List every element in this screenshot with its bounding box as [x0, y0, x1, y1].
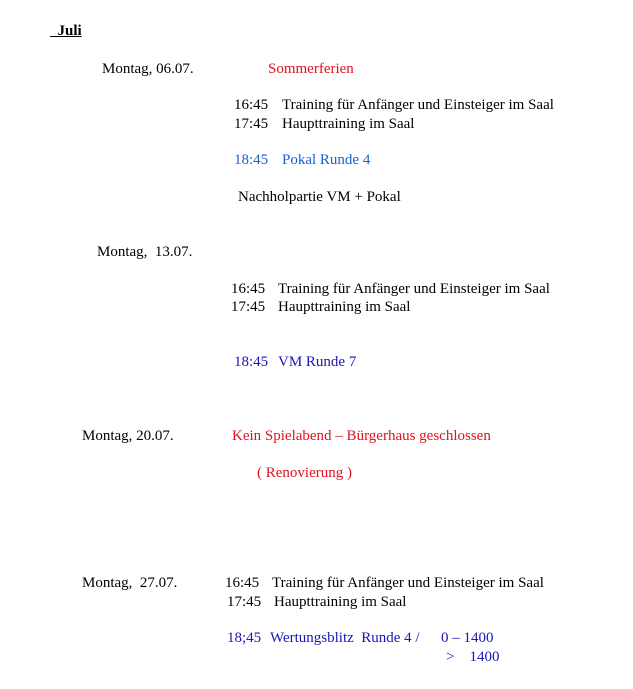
entry-date: Montag, 27.07.: [82, 575, 178, 591]
rating-range-low: 0 – 1400: [441, 630, 494, 646]
event-text: Training für Anfänger und Einsteiger im Saal: [272, 575, 544, 591]
event-text: Training für Anfänger und Einsteiger im Saal: [282, 97, 554, 113]
entry-date: Montag, 06.07.: [102, 61, 194, 77]
closure-note: Kein Spielabend – Bürgerhaus geschlossen: [232, 428, 491, 444]
extra-note: Nachholpartie VM + Pokal: [238, 189, 401, 205]
rating-range-high: > 1400: [446, 649, 500, 665]
time: 17:45: [227, 594, 262, 610]
event-text: Haupttraining im Saal: [282, 116, 415, 132]
closure-reason: ( Renovierung ): [257, 465, 352, 481]
highlight-text: VM Runde 7: [278, 354, 357, 370]
event-text: Haupttraining im Saal: [274, 594, 407, 610]
highlight-time: 18;45: [227, 630, 262, 646]
time: 16:45: [225, 575, 260, 591]
entry-date: Montag, 13.07.: [97, 244, 193, 260]
event-text: Haupttraining im Saal: [278, 299, 411, 315]
highlight-time: 18:45: [234, 354, 269, 370]
holiday-note: Sommerferien: [268, 61, 354, 77]
entry-date: Montag, 20.07.: [82, 428, 174, 444]
highlight-time: 18:45: [234, 152, 269, 168]
time: 17:45: [231, 299, 266, 315]
highlight-text: Pokal Runde 4: [282, 152, 371, 168]
highlight-text: Wertungsblitz Runde 4 /: [270, 630, 420, 646]
month-heading: Juli: [50, 23, 82, 39]
time: 16:45: [234, 97, 269, 113]
event-text: Training für Anfänger und Einsteiger im Saal: [278, 281, 550, 297]
time: 17:45: [234, 116, 269, 132]
time: 16:45: [231, 281, 266, 297]
